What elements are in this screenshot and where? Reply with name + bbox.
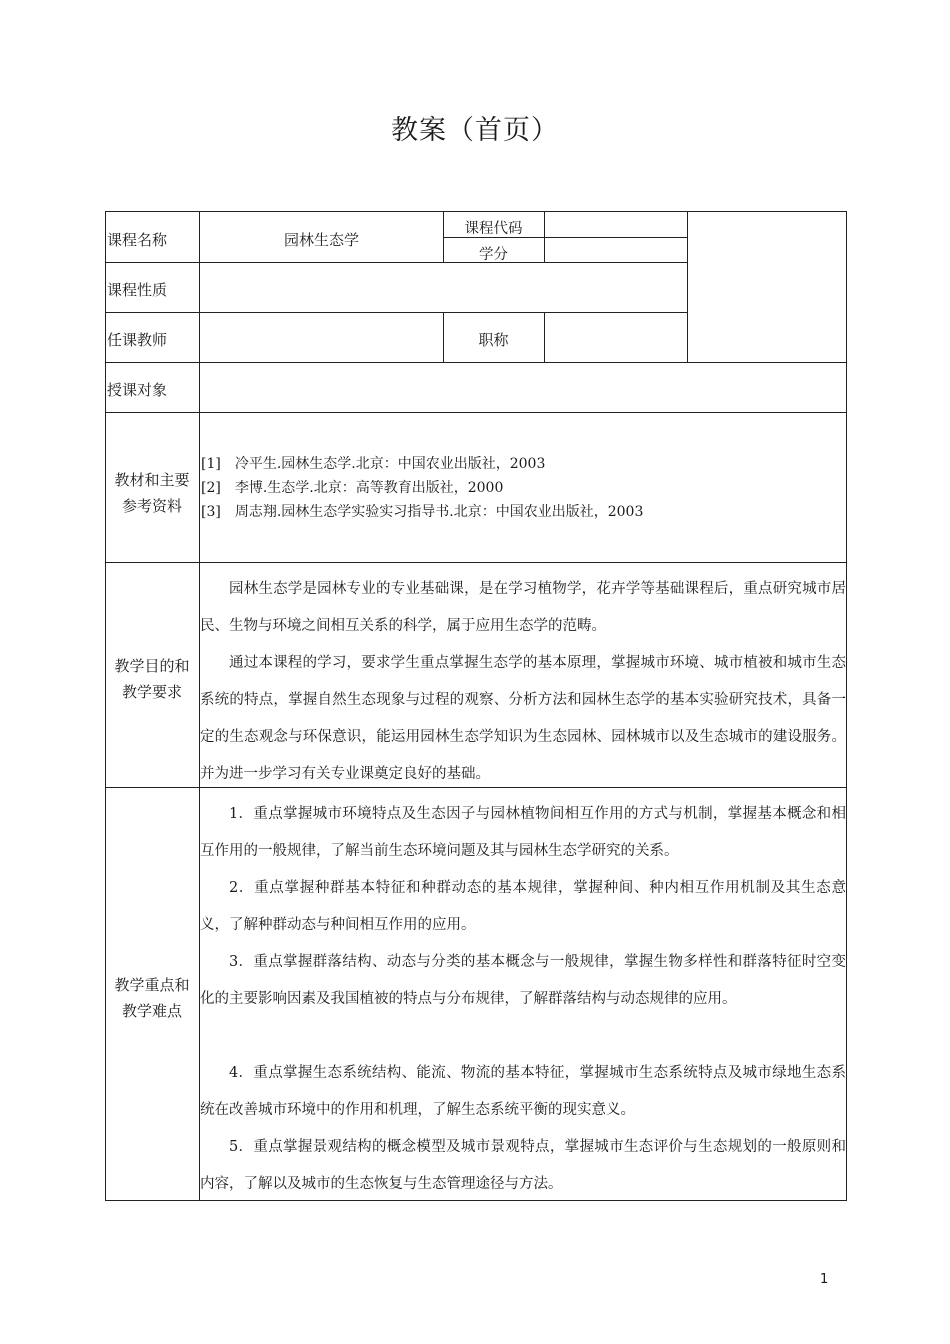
materials-label-line1: 教材和主要 xyxy=(114,471,190,489)
course-nature-label: 课程性质 xyxy=(107,281,168,299)
job-title-label: 职称 xyxy=(478,331,509,349)
materials-label xyxy=(105,467,199,519)
key-point-paragraph: 3．重点掌握群落结构、动态与分类的基本概念与一般规律，掌握生物多样性和群落特征时空变化的主要影响因素及我国植被的特点与分布规律，了解群落结构与动态规律的应用。 xyxy=(200,954,846,1007)
objectives-label-line1: 教学目的和 xyxy=(114,657,190,675)
key-point-paragraph: 1．重点掌握城市环境特点及生态因子与园林植物间相互作用的方式与机制，掌握基本概念和相互作用的一般规律，了解当前生态环境问题及其与园林生态学研究的关系。 xyxy=(200,806,846,859)
reference-item: [2] 李博.生态学.北京：高等教育出版社，2000 xyxy=(201,480,504,496)
teacher-label: 任课教师 xyxy=(107,331,168,349)
key-point-paragraph: 4．重点掌握生态系统结构、能流、物流的基本特征，掌握城市生态系统特点及城市绿地生态系统在改善城市环境中的作用和机理，了解生态系统平衡的现实意义。 xyxy=(200,1065,846,1118)
course-name-label: 课程名称 xyxy=(107,231,168,249)
course-name-value: 园林生态学 xyxy=(283,231,359,249)
reference-item: [1] 冷平生.园林生态学.北京：中国农业出版社，2003 xyxy=(201,456,546,472)
page-title: 教案（首页） xyxy=(391,115,559,146)
key-point-paragraph: 5．重点掌握景观结构的概念模型及城市景观特点，掌握城市生态评价与生态规划的一般原则和内容，了解以及城市的生态恢复与生态管理途径与方法。 xyxy=(200,1139,846,1192)
focus-label-line2: 教学难点 xyxy=(121,1002,182,1020)
credits-label: 学分 xyxy=(479,247,508,263)
reference-item: [3] 周志翔.园林生态学实验实习指导书.北京：中国农业出版社，2003 xyxy=(201,504,644,520)
course-code-label: 课程代码 xyxy=(464,221,523,237)
focus-label xyxy=(105,972,199,1024)
audience-label: 授课对象 xyxy=(107,381,168,399)
objectives-label xyxy=(105,653,199,705)
materials-label-line2: 参考资料 xyxy=(121,497,182,515)
page-number: 1 xyxy=(820,1272,829,1287)
focus-label-line1: 教学重点和 xyxy=(114,976,190,994)
objectives-paragraph: 园林生态学是园林专业的专业基础课，是在学习植物学，花卉学等基础课程后，重点研究城市居民、生物与环境之间相互关系的科学，属于应用生态学的范畴。 xyxy=(200,581,846,634)
objectives-label-line2: 教学要求 xyxy=(121,683,182,701)
key-point-paragraph: 2．重点掌握种群基本特征和种群动态的基本规律，掌握种间、种内相互作用机制及其生态意义，了解种群动态与种间相互作用的应用。 xyxy=(200,880,846,933)
objectives-paragraph: 通过本课程的学习，要求学生重点掌握生态学的基本原理，掌握城市环境、城市植被和城市生态系统的特点，掌握自然生态现象与过程的观察、分析方法和园林生态学的基本实验研究技术，具备一定的生态观念与环保意识，能运用园林生态学知识为生态园林、园林城市以及生态城市的建设服务。并为进一步学习有关专业课奠定良好的基础。 xyxy=(200,655,846,782)
